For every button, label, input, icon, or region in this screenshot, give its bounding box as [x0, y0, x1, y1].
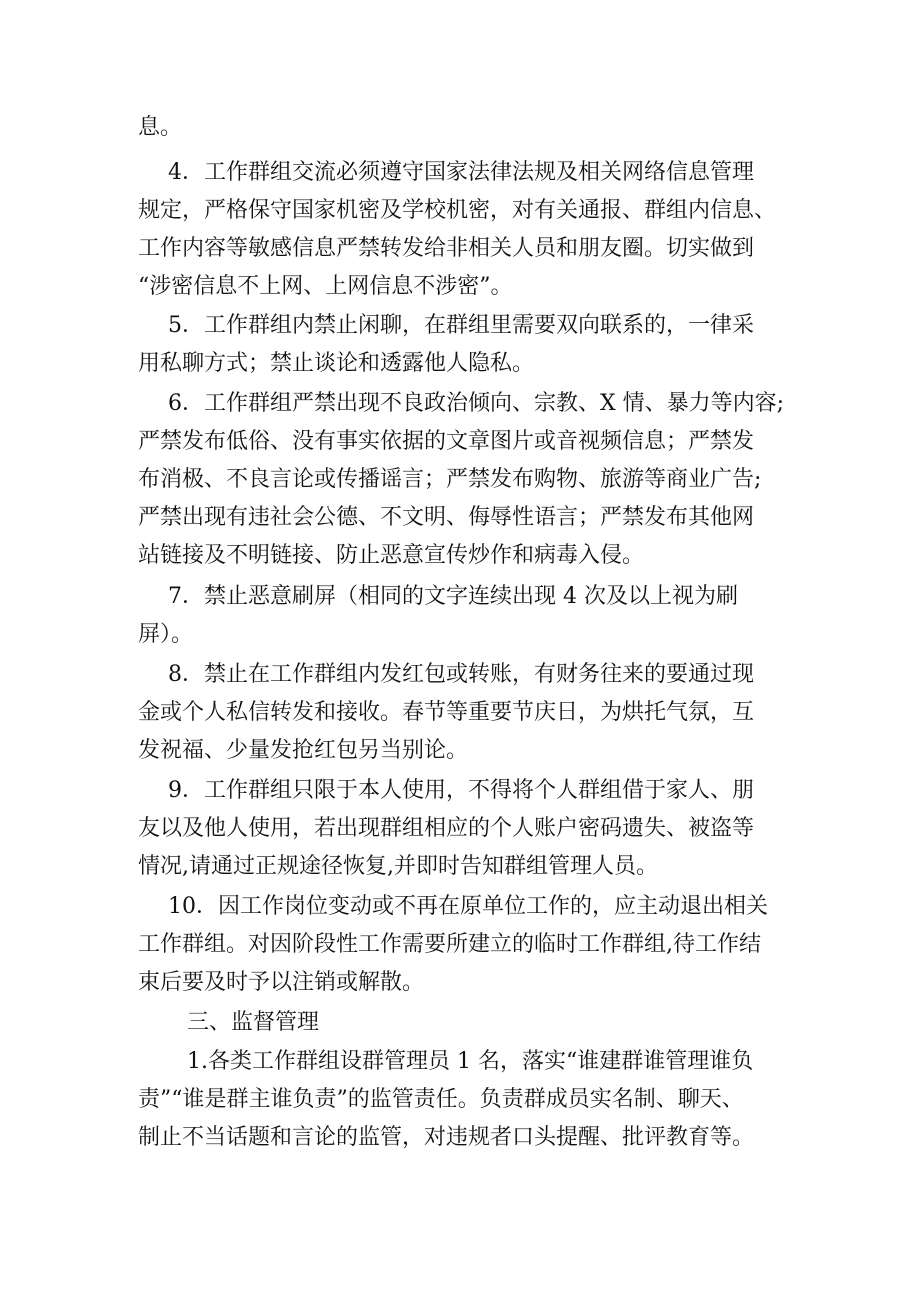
text-line: 5．工作群组内禁止闲聊，在群组里需要双向联系的，一律采	[168, 313, 754, 338]
text-line: 工作群组。对因阶段性工作需要所建立的临时工作群组,待工作结	[138, 932, 761, 957]
text-line: 布消极、不良言论或传播谣言；严禁发布购物、旅游等商业广告;	[138, 467, 762, 492]
text-line: 工作内容等敏感信息严禁转发给非相关人员和朋友圈。切实做到	[138, 236, 755, 261]
text-line: 10．因工作岗位变动或不再在原单位工作的，应主动退出相关	[168, 894, 768, 919]
text-line: 金或个人私信转发和接收。春节等重要节庆日，为烘托气氛，互	[138, 700, 755, 725]
text-line: 站链接及不明链接、防止恶意宣传炒作和病毒入侵。	[138, 543, 645, 568]
text-line: 情况,请通过正规途径恢复,并即时告知群组管理人员。	[138, 854, 658, 879]
text-line: 7．禁止恶意刷屏（相同的文字连续出现 4 次及以上视为刷	[168, 584, 738, 609]
section-heading: 三、监督管理	[187, 1010, 320, 1035]
text-line: 8．禁止在工作群组内发红包或转账，有财务往来的要通过现	[168, 662, 754, 687]
text-line: 6．工作群组严禁出现不良政治倾向、宗教、X 情、暴力等内容;	[168, 391, 785, 416]
text-line: 责”“谁是群主谁负责”的监管责任。负责群成员实名制、聊天、	[138, 1087, 744, 1112]
text-line: 严禁出现有违社会公德、不文明、侮辱性语言；严禁发布其他网	[138, 505, 755, 530]
text-line: 息。	[138, 115, 183, 140]
text-line: 规定，严格保守国家机密及学校机密，对有关通报、群组内信息、	[138, 198, 777, 223]
text-line: 1.各类工作群组设群管理员 1 名，落实“谁建群谁管理谁负	[187, 1049, 754, 1074]
text-line: 用私聊方式；禁止谈论和透露他人隐私。	[138, 351, 535, 376]
text-line: “涉密信息不上网、上网信息不涉密”。	[138, 274, 513, 299]
text-line: 9．工作群组只限于本人使用，不得将个人群组借于家人、朋	[168, 778, 754, 803]
text-line: 严禁发布低俗、没有事实依据的文章图片或音视频信息；严禁发	[138, 429, 755, 454]
text-line: 屏）。	[138, 622, 194, 647]
text-line: 制止不当话题和言论的监管，对违规者口头提醒、批评教育等。	[138, 1125, 755, 1150]
text-line: 友以及他人使用，若出现群组相应的个人账户密码遗失、被盗等	[138, 816, 755, 841]
text-line: 发祝福、少量发抢红包另当别论。	[138, 738, 469, 763]
text-line: 束后要及时予以注销或解散。	[138, 970, 425, 995]
text-line: 4．工作群组交流必须遵守国家法律法规及相关网络信息管理	[168, 160, 754, 185]
